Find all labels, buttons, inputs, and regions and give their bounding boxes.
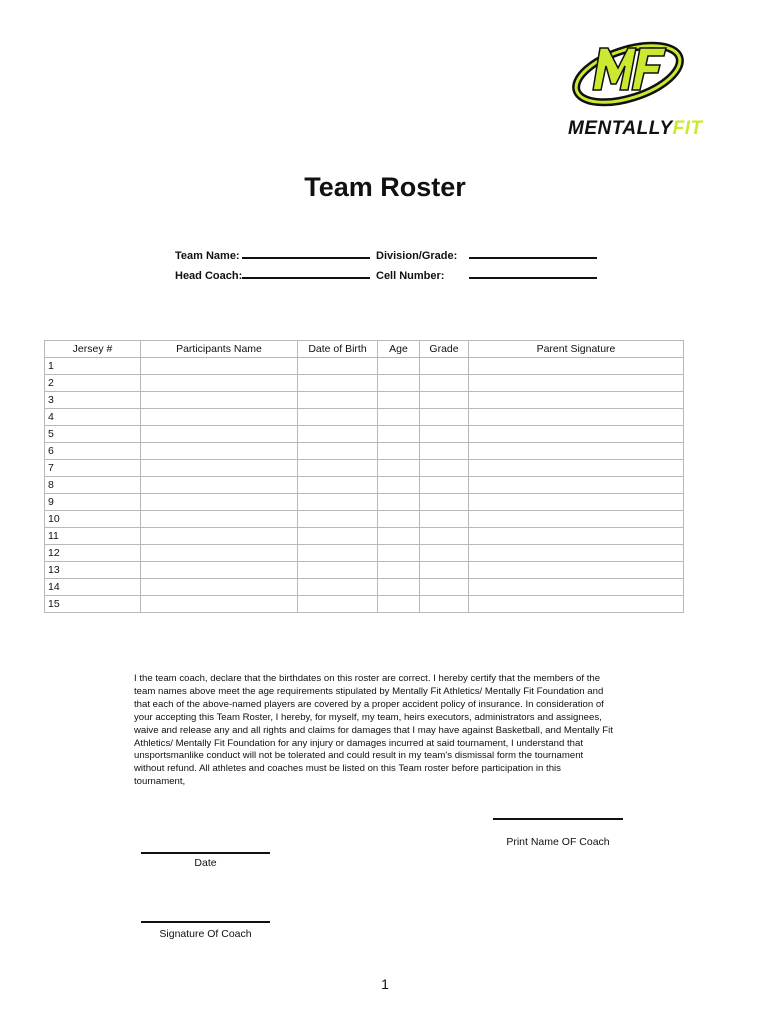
cell-date-of-birth[interactable]: [298, 460, 378, 477]
cell-parent-signature[interactable]: [469, 477, 684, 494]
header-parent-signature: Parent Signature: [469, 341, 684, 358]
cell-participant-name[interactable]: [141, 528, 298, 545]
table-row: [45, 528, 684, 545]
cell-date-of-birth[interactable]: [298, 528, 378, 545]
cell-date-of-birth[interactable]: [298, 358, 378, 375]
cell-participant-name[interactable]: [141, 596, 298, 613]
cell-grade[interactable]: [420, 460, 469, 477]
table-row: [45, 392, 684, 409]
cell-date-of-birth[interactable]: [298, 409, 378, 426]
row-number: 10: [45, 511, 141, 528]
date-label: Date: [194, 857, 217, 869]
signature-label: Signature Of Coach: [159, 928, 252, 940]
cell-date-of-birth[interactable]: [298, 579, 378, 596]
cell-parent-signature[interactable]: [469, 579, 684, 596]
cell-date-of-birth[interactable]: [298, 494, 378, 511]
signature-line[interactable]: [141, 921, 270, 923]
cell-participant-name[interactable]: [141, 579, 298, 596]
row-number: 14: [45, 579, 141, 596]
cell-grade[interactable]: [420, 375, 469, 392]
cell-participant-name[interactable]: [141, 477, 298, 494]
head-coach-label: Head Coach:: [175, 270, 243, 282]
cell-parent-signature[interactable]: [469, 545, 684, 562]
cell-age[interactable]: [378, 375, 420, 392]
cell-age[interactable]: [378, 358, 420, 375]
cell-date-of-birth[interactable]: [298, 392, 378, 409]
cell-participant-name[interactable]: [141, 562, 298, 579]
cell-date-of-birth[interactable]: [298, 545, 378, 562]
cell-age[interactable]: [378, 494, 420, 511]
cell-grade[interactable]: [420, 494, 469, 511]
cell-date-of-birth[interactable]: [298, 375, 378, 392]
table-row: [45, 579, 684, 596]
cell-age[interactable]: [378, 562, 420, 579]
cell-parent-signature[interactable]: [469, 375, 684, 392]
row-number: 15: [45, 596, 141, 613]
cell-parent-signature[interactable]: [469, 511, 684, 528]
table-row: [45, 494, 684, 511]
cell-participant-name[interactable]: [141, 375, 298, 392]
cell-date-of-birth[interactable]: [298, 596, 378, 613]
cell-participant-name[interactable]: [141, 545, 298, 562]
cell-parent-signature[interactable]: [469, 596, 684, 613]
cell-participant-name[interactable]: [141, 358, 298, 375]
row-number: 6: [45, 443, 141, 460]
division-grade-label: Division/Grade:: [376, 250, 458, 262]
cell-grade[interactable]: [420, 426, 469, 443]
cell-grade[interactable]: [420, 511, 469, 528]
cell-parent-signature[interactable]: [469, 528, 684, 545]
cell-grade[interactable]: [420, 579, 469, 596]
row-number: 7: [45, 460, 141, 477]
cell-grade[interactable]: [420, 562, 469, 579]
page-title: Team Roster: [304, 172, 466, 202]
cell-participant-name[interactable]: [141, 460, 298, 477]
table-row: [45, 460, 684, 477]
table-row: [45, 443, 684, 460]
print-name-line[interactable]: [493, 818, 623, 820]
table-row: [45, 375, 684, 392]
header-date-of-birth: Date of Birth: [298, 341, 378, 358]
print-name-label: Print Name OF Coach: [506, 836, 610, 848]
cell-date-of-birth[interactable]: [298, 477, 378, 494]
cell-grade[interactable]: [420, 409, 469, 426]
table-row: [45, 562, 684, 579]
logo-wordmark: [568, 118, 703, 140]
cell-parent-signature[interactable]: [469, 443, 684, 460]
cell-age[interactable]: [378, 477, 420, 494]
row-number: 2: [45, 375, 141, 392]
table-row: [45, 545, 684, 562]
cell-grade[interactable]: [420, 358, 469, 375]
table-row: [45, 358, 684, 375]
cell-grade[interactable]: [420, 596, 469, 613]
cell-parent-signature[interactable]: [469, 426, 684, 443]
cell-age[interactable]: [378, 409, 420, 426]
division-grade-line[interactable]: [469, 257, 597, 259]
table-row: [45, 477, 684, 494]
row-number: 1: [45, 358, 141, 375]
cell-participant-name[interactable]: [141, 426, 298, 443]
header-participants-name: Participants Name: [141, 341, 298, 358]
cell-date-of-birth[interactable]: [298, 443, 378, 460]
cell-parent-signature[interactable]: [469, 409, 684, 426]
cell-parent-signature[interactable]: [469, 562, 684, 579]
cell-date-of-birth[interactable]: [298, 426, 378, 443]
table-row: [45, 511, 684, 528]
cell-parent-signature[interactable]: [469, 358, 684, 375]
date-line[interactable]: [141, 852, 270, 854]
row-number: 3: [45, 392, 141, 409]
row-number: 4: [45, 409, 141, 426]
cell-participant-name[interactable]: [141, 443, 298, 460]
table-row: [45, 426, 684, 443]
cell-grade[interactable]: [420, 477, 469, 494]
table-row: [45, 409, 684, 426]
cell-participant-name[interactable]: [141, 392, 298, 409]
cell-number-line[interactable]: [469, 277, 597, 279]
cell-grade[interactable]: [420, 528, 469, 545]
cell-age[interactable]: [378, 545, 420, 562]
table-row: [45, 596, 684, 613]
team-name-label: Team Name:: [175, 250, 240, 262]
row-number: 8: [45, 477, 141, 494]
coach-declaration-text: I the team coach, declare that the birthdates on this roster are correct. I hereby certify that the members of the team names above meet the age requirements stipulated by Mentally Fit Athletics/ Mentally Fit Foundation and that each of the above-named players are covered by a proper accident policy of insurance. In consideration of your accepting this Team Roster, I hereby, for myself, my team, heirs executors, administrators and assignees, waive and release any and all rights and claims for damages that I may have against Basketball, and Mentally Fit Athletics/ Mentally Fit Foundation for any injury or damages incurred at said tournament, I understand that unsportsmanlike conduct will not be tolerated and could result in my team's dismissal form the tournament without refund. All athletes and coaches must be listed on this Team roster before participation in this tournament,: [134, 673, 613, 788]
row-number: 5: [45, 426, 141, 443]
cell-participant-name[interactable]: [141, 494, 298, 511]
cell-date-of-birth[interactable]: [298, 511, 378, 528]
row-number: 13: [45, 562, 141, 579]
cell-date-of-birth[interactable]: [298, 562, 378, 579]
row-number: 9: [45, 494, 141, 511]
cell-age[interactable]: [378, 579, 420, 596]
cell-age[interactable]: [378, 460, 420, 477]
team-name-line[interactable]: [242, 257, 370, 259]
logo-word-fit: FIT: [672, 118, 703, 139]
cell-participant-name[interactable]: [141, 409, 298, 426]
cell-grade[interactable]: [420, 392, 469, 409]
row-number: 12: [45, 545, 141, 562]
cell-age[interactable]: [378, 596, 420, 613]
cell-parent-signature[interactable]: [469, 494, 684, 511]
cell-grade[interactable]: [420, 545, 469, 562]
page-number: 1: [381, 976, 389, 992]
cell-parent-signature[interactable]: [469, 392, 684, 409]
cell-age[interactable]: [378, 511, 420, 528]
header-age: Age: [378, 341, 420, 358]
cell-age[interactable]: [378, 528, 420, 545]
logo-word-mentally: MENTALLY: [568, 118, 673, 139]
cell-grade[interactable]: [420, 443, 469, 460]
cell-age[interactable]: [378, 443, 420, 460]
roster-table: [44, 340, 684, 613]
head-coach-line[interactable]: [242, 277, 370, 279]
header-jersey: Jersey #: [45, 341, 141, 358]
row-number: 11: [45, 528, 141, 545]
table-header-row: [45, 341, 684, 358]
cell-age[interactable]: [378, 392, 420, 409]
cell-participant-name[interactable]: [141, 511, 298, 528]
cell-parent-signature[interactable]: [469, 460, 684, 477]
cell-number-label: Cell Number:: [376, 270, 445, 282]
header-grade: Grade: [420, 341, 469, 358]
cell-age[interactable]: [378, 426, 420, 443]
